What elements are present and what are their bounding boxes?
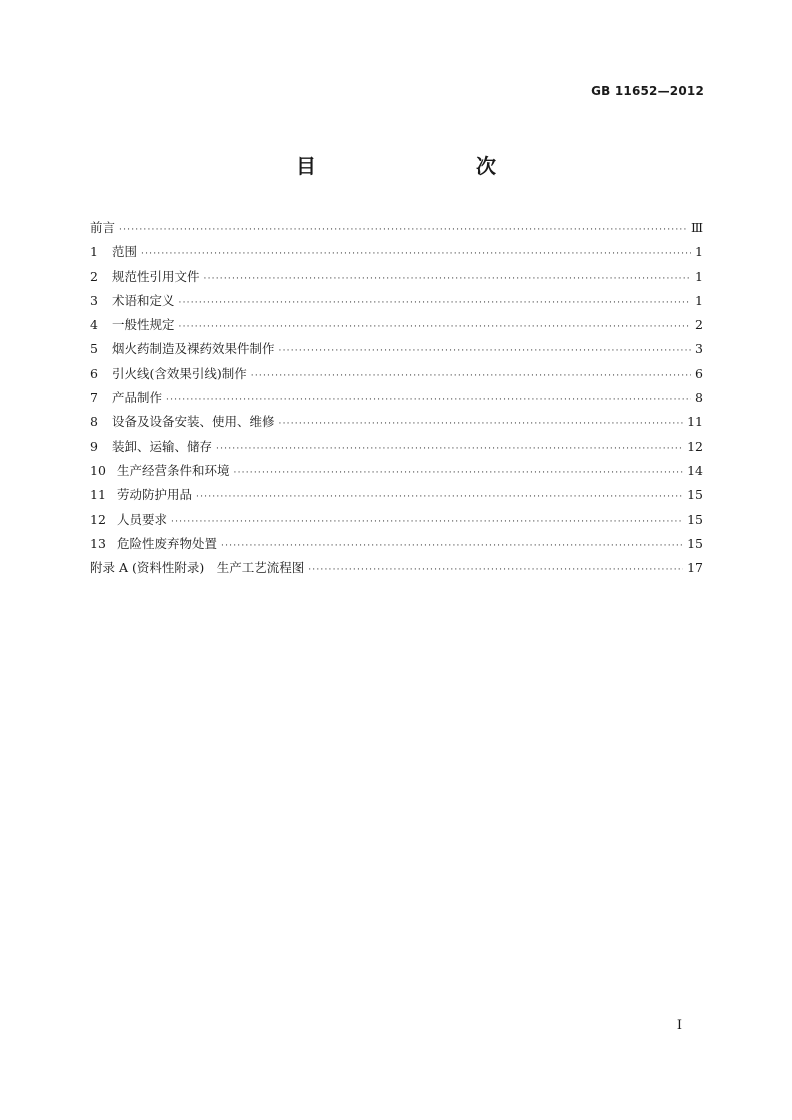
toc-entry-label: 人员要求: [117, 511, 168, 527]
toc-entry-label: 引火线(含效果引线)制作: [112, 365, 247, 381]
toc-entry-number: 5: [90, 341, 98, 357]
toc-entry-page: 1: [695, 244, 703, 260]
toc-entry-3[interactable]: [90, 289, 703, 313]
toc-entry-foreword[interactable]: [90, 216, 703, 240]
toc-entry-label: 术语和定义: [112, 292, 175, 308]
toc-entry-label: 危险性废弃物处置: [117, 535, 218, 551]
toc-dot-leader: [179, 291, 691, 315]
toc-entry-label: 设备及设备安装、使用、维修: [112, 414, 275, 430]
toc-entry-label: 规范性引用文件: [112, 268, 200, 284]
toc-entry-label: 产品制作: [112, 390, 163, 406]
toc-entry-4[interactable]: [90, 313, 703, 337]
toc-entry-10[interactable]: [90, 459, 703, 483]
toc-entry-label: 一般性规定: [112, 317, 175, 333]
toc-entry-number: 6: [90, 365, 98, 381]
toc-entry-page: 15: [687, 535, 703, 551]
toc-dot-leader: [141, 242, 691, 266]
toc-dot-leader: [216, 437, 683, 461]
toc-entry-13[interactable]: [90, 532, 703, 556]
toc-dot-leader: [166, 388, 691, 412]
toc-entry-7[interactable]: [90, 386, 703, 410]
toc-dot-leader: [221, 534, 683, 558]
toc-entry-number: 13: [90, 535, 106, 551]
toc-entry-page: 14: [687, 462, 703, 478]
toc-entry-page: 11: [687, 414, 703, 430]
toc-entry-11[interactable]: [90, 483, 703, 507]
toc-entry-page: 3: [695, 341, 703, 357]
toc-dot-leader: [279, 412, 684, 436]
toc-entry-number: 1: [90, 244, 98, 260]
toc-entry-label: 劳动防护用品: [117, 487, 193, 503]
page-number: I: [676, 1018, 682, 1033]
toc-entry-label: 前言: [90, 220, 116, 235]
standard-code: GB 11652—2012: [591, 84, 704, 98]
page-title: 目 次: [296, 154, 536, 178]
toc-dot-leader: [119, 218, 687, 242]
toc-dot-leader: [251, 364, 691, 388]
toc-entry-number: 3: [90, 292, 98, 308]
toc-entry-1[interactable]: [90, 240, 703, 264]
toc-dot-leader: [171, 510, 683, 534]
toc-entry-number: 11: [90, 487, 106, 503]
toc-entry-number: 7: [90, 390, 98, 406]
toc-entry-page: 1: [695, 268, 703, 284]
toc-dot-leader: [234, 461, 684, 485]
toc-entry-12[interactable]: [90, 508, 703, 532]
toc-entry-number: 10: [90, 462, 106, 478]
toc-entry-number: 8: [90, 414, 98, 430]
toc-entry-number: 12: [90, 511, 106, 527]
toc-entry-number: 4: [90, 317, 98, 333]
toc-entry-label: 生产经营条件和环境: [117, 462, 230, 478]
toc-entry-label: 附录 A (资料性附录) 生产工艺流程图: [90, 560, 305, 576]
toc-dot-leader: [279, 339, 691, 363]
toc-entry-label: 烟火药制造及裸药效果件制作: [112, 341, 275, 357]
toc-entry-number: 9: [90, 438, 98, 454]
toc-entry-page: 15: [687, 487, 703, 503]
toc-entry-9[interactable]: [90, 435, 703, 459]
toc-entry-label: 范围: [112, 244, 138, 260]
toc-entry-2[interactable]: [90, 265, 703, 289]
toc-entry-8[interactable]: [90, 410, 703, 434]
toc-entry-page: 8: [695, 390, 703, 406]
toc-entry-page: 6: [695, 365, 703, 381]
toc-entry-page: 12: [687, 438, 703, 454]
toc-dot-leader: [204, 267, 691, 291]
toc-dot-leader: [196, 485, 683, 509]
toc-entry-5[interactable]: [90, 337, 703, 361]
toc-entry-page: 17: [687, 560, 703, 576]
toc-entry-label: 装卸、运输、储存: [112, 438, 213, 454]
toc-entry-page: 15: [687, 511, 703, 527]
table-of-contents: [90, 216, 703, 580]
toc-dot-leader: [308, 558, 683, 582]
toc-dot-leader: [179, 315, 691, 339]
toc-entry-page: 1: [695, 292, 703, 308]
toc-entry-6[interactable]: [90, 362, 703, 386]
toc-entry-appendix-a[interactable]: [90, 556, 703, 580]
toc-entry-page: 2: [695, 317, 703, 333]
toc-entry-page: Ⅲ: [690, 220, 703, 235]
toc-entry-number: 2: [90, 268, 98, 284]
